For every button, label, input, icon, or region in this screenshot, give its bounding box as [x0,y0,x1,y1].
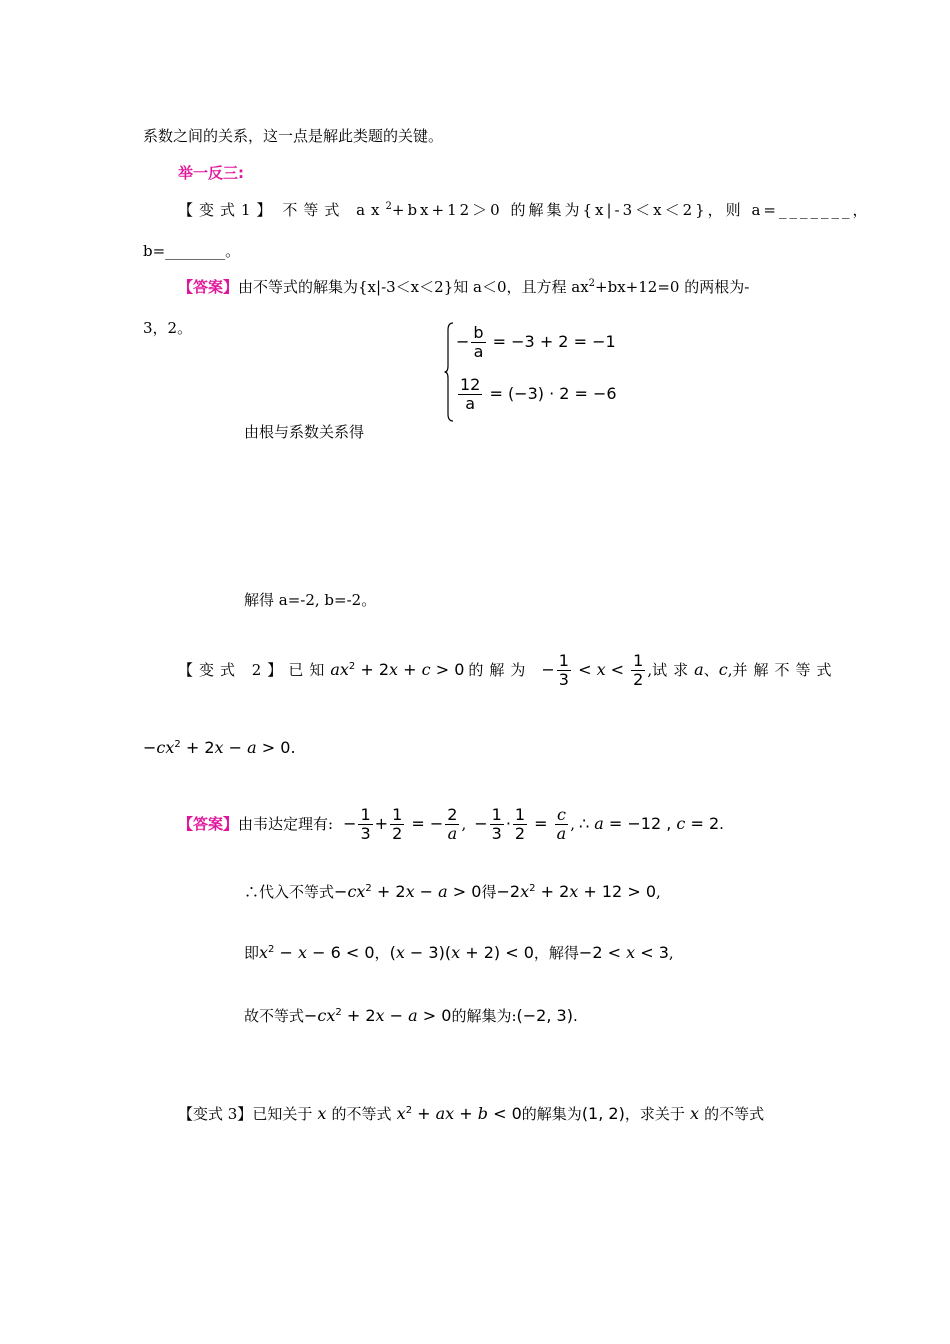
v1-eq1-denominator: a [471,342,485,361]
v1-roots-line [244,422,364,442]
v1-eq1-minus: − [456,332,470,351]
v2-var-a: a [694,660,704,679]
v2-second-inequality: $-cx^2 + 2x - a > 0$ [143,738,291,757]
v2-vieta: 由韦达定理有: [238,815,334,833]
v1-answer-line2 [143,318,192,338]
v2-sep: 、 [703,661,719,679]
v2-get: 得 [481,883,497,901]
v1-answer-a: 由不等式的解集为{x|-3＜x＜2}知 a＜0，且方程 ax [238,278,589,296]
v2-ji: 即 [244,944,260,962]
left-brace-icon [444,322,454,422]
v1-question-b: +bx+12＞0 的解集为{x|-3＜x＜2}，则 a=_______， [391,201,871,219]
v1-eq2-denominator: a [458,394,482,413]
v1-equation-2 [456,376,617,413]
v1-question-line2-text: b=________。 [143,242,241,260]
v3-label: 【变式 3】 [178,1105,253,1123]
v2-factored: (x − 3)(x + 2) < 0 [389,943,534,962]
v2-var-c: c [718,660,728,679]
v2-inequality: $ax^2 + 2x + c > 0$ [330,660,465,679]
v3-known: 已知关于 [252,1105,313,1123]
v3-inequality: $x^2$ + ax + b < 0 [396,1104,522,1123]
v2-vieta-sum: − $\frac{1}{3}$ + $\frac{1}{2}$ = − $\frac{2}{a}$ [343,805,458,843]
v2-answer-line: 【答案】由韦达定理有: − $\frac{1}{3}$ + $\frac{1}{2}$ = − $\frac{2}{a}$ , − $\frac{1}{3}$ · $\frac{1}{2}$ = $\frac{c}{a}$ , ∴ a = −12 , c = 2. [178,805,724,843]
v3-sol: 的解集为 [521,1105,582,1123]
v1-eq1-fraction [471,324,485,361]
section-heading-text: 举一反三: [178,164,244,182]
v2-conclusion-line: 故不等式$-cx^2 + 2x - a > 0$的解集为:(−2, 3). [244,1006,578,1025]
v1-eq2-fraction [458,376,482,413]
v1-eq1-rest: = −3 + 2 = −1 [487,332,616,351]
v2-solve: 并解不等式 [732,661,838,679]
v2-of: 的解为 [468,661,532,679]
v2-interval: (−2, 3) [516,1006,573,1025]
v2-vieta-product: − $\frac{1}{3}$ · $\frac{1}{2}$ = $\frac{c}{a}$ [474,805,567,843]
v2-solve2: 解得 [548,944,579,962]
v1-label: 【变式1】 [178,201,278,219]
v1-answer-line1: 【答案】由不等式的解集为{x|-3＜x＜2}知 a＜0，且方程 $ax^2+bx+12=0$ 的两根为- [178,278,750,296]
v2-quadratic: $x^2 - x - 6 < 0$ [259,943,375,962]
v1-equation-system [444,322,644,424]
v1-equation-1 [456,324,616,361]
v2-sol-set: 的解集为: [451,1007,517,1025]
v3-var-x: x [317,1104,327,1123]
v3-question-line: 【变式 3】已知关于 x 的不等式 $x^2$ + ax + b < 0的解集为(1, 2)，求关于 x 的不等式 [178,1104,765,1123]
v2-question-line1: 【变式 2】已知$ax^2 + 2x + c > 0$ 的解为 − $\frac{1}{3}$ < x < $\frac{1}{2}$ ,试求a、c,并解不等式 [178,651,838,689]
v1-roots-text: 由根与系数关系得 [244,423,365,441]
v2-sub-inequality: $-cx^2 + 2x - a > 0$ [334,882,482,901]
v3-ask: 求关于 [639,1105,685,1123]
v2-result-inequality: $-2x^2 + 2x + 12 > 0$ [496,882,656,901]
v1-question-a: 不等式 ax [282,201,386,219]
v1-eq2-rest: = (−3) · 2 = −6 [484,384,617,403]
v2-label: 【变式 2】 [178,661,289,679]
v1-solution-line [244,590,376,610]
v1-eq2-numerator: 12 [460,375,481,394]
v3-tail: 的不等式 [704,1105,765,1123]
v1-question-line2 [143,241,240,261]
v1-answer-b: +bx+12=0 的两根为- [595,278,750,296]
v2-values: ∴ a = −12 , c = 2 [579,814,720,833]
v2-final-inequality: $-cx^2 + 2x - a > 0$ [304,1006,452,1025]
v1-eq1-numerator: b [473,323,484,342]
v2-factor-line: 即$x^2 - x - 6 < 0$，(x − 3)(x + 2) < 0，解得−2 < x < 3, [244,943,674,962]
intro-line [143,126,443,146]
v3-var-x2: x [689,1104,699,1123]
v2-range: − $\frac{1}{3}$ < x < $\frac{1}{2}$ [541,651,644,689]
intro-text: 系数之间的关系，这一点是解此类题的关键。 [143,127,444,145]
v1-solution-text: 解得 a=-2, b=-2。 [244,591,377,609]
v1-answer-line2-text: 3，2。 [143,319,193,337]
v2-sub-text: 代入不等式 [259,883,335,901]
section-heading [178,163,244,183]
v2-question-line2: $-cx^2 + 2x - a > 0$. [143,738,296,757]
v2-gu: 故不等式 [244,1007,305,1025]
v1-answer-label: 【答案】 [178,278,239,296]
v2-therefore-icon: ∴ [244,883,260,901]
v2-range-result: −2 < x < 3 [578,943,669,962]
v2-substitute-line: ∴代入不等式$-cx^2 + 2x - a > 0$得$-2x^2 + 2x + 12 > 0$, [244,882,661,901]
v3-interval: (1, 2) [581,1104,625,1123]
v2-known: 已知 [288,661,331,679]
v3-ineq: 的不等式 [331,1105,392,1123]
v1-question-line1: 【变式1】 不等式 $ax^2+bx+12>0$ 的解集为{x|-3＜x＜2}，则 a=_______， [178,201,871,219]
v2-ask: 试求 [652,661,695,679]
v2-answer-label: 【答案】 [178,815,239,833]
